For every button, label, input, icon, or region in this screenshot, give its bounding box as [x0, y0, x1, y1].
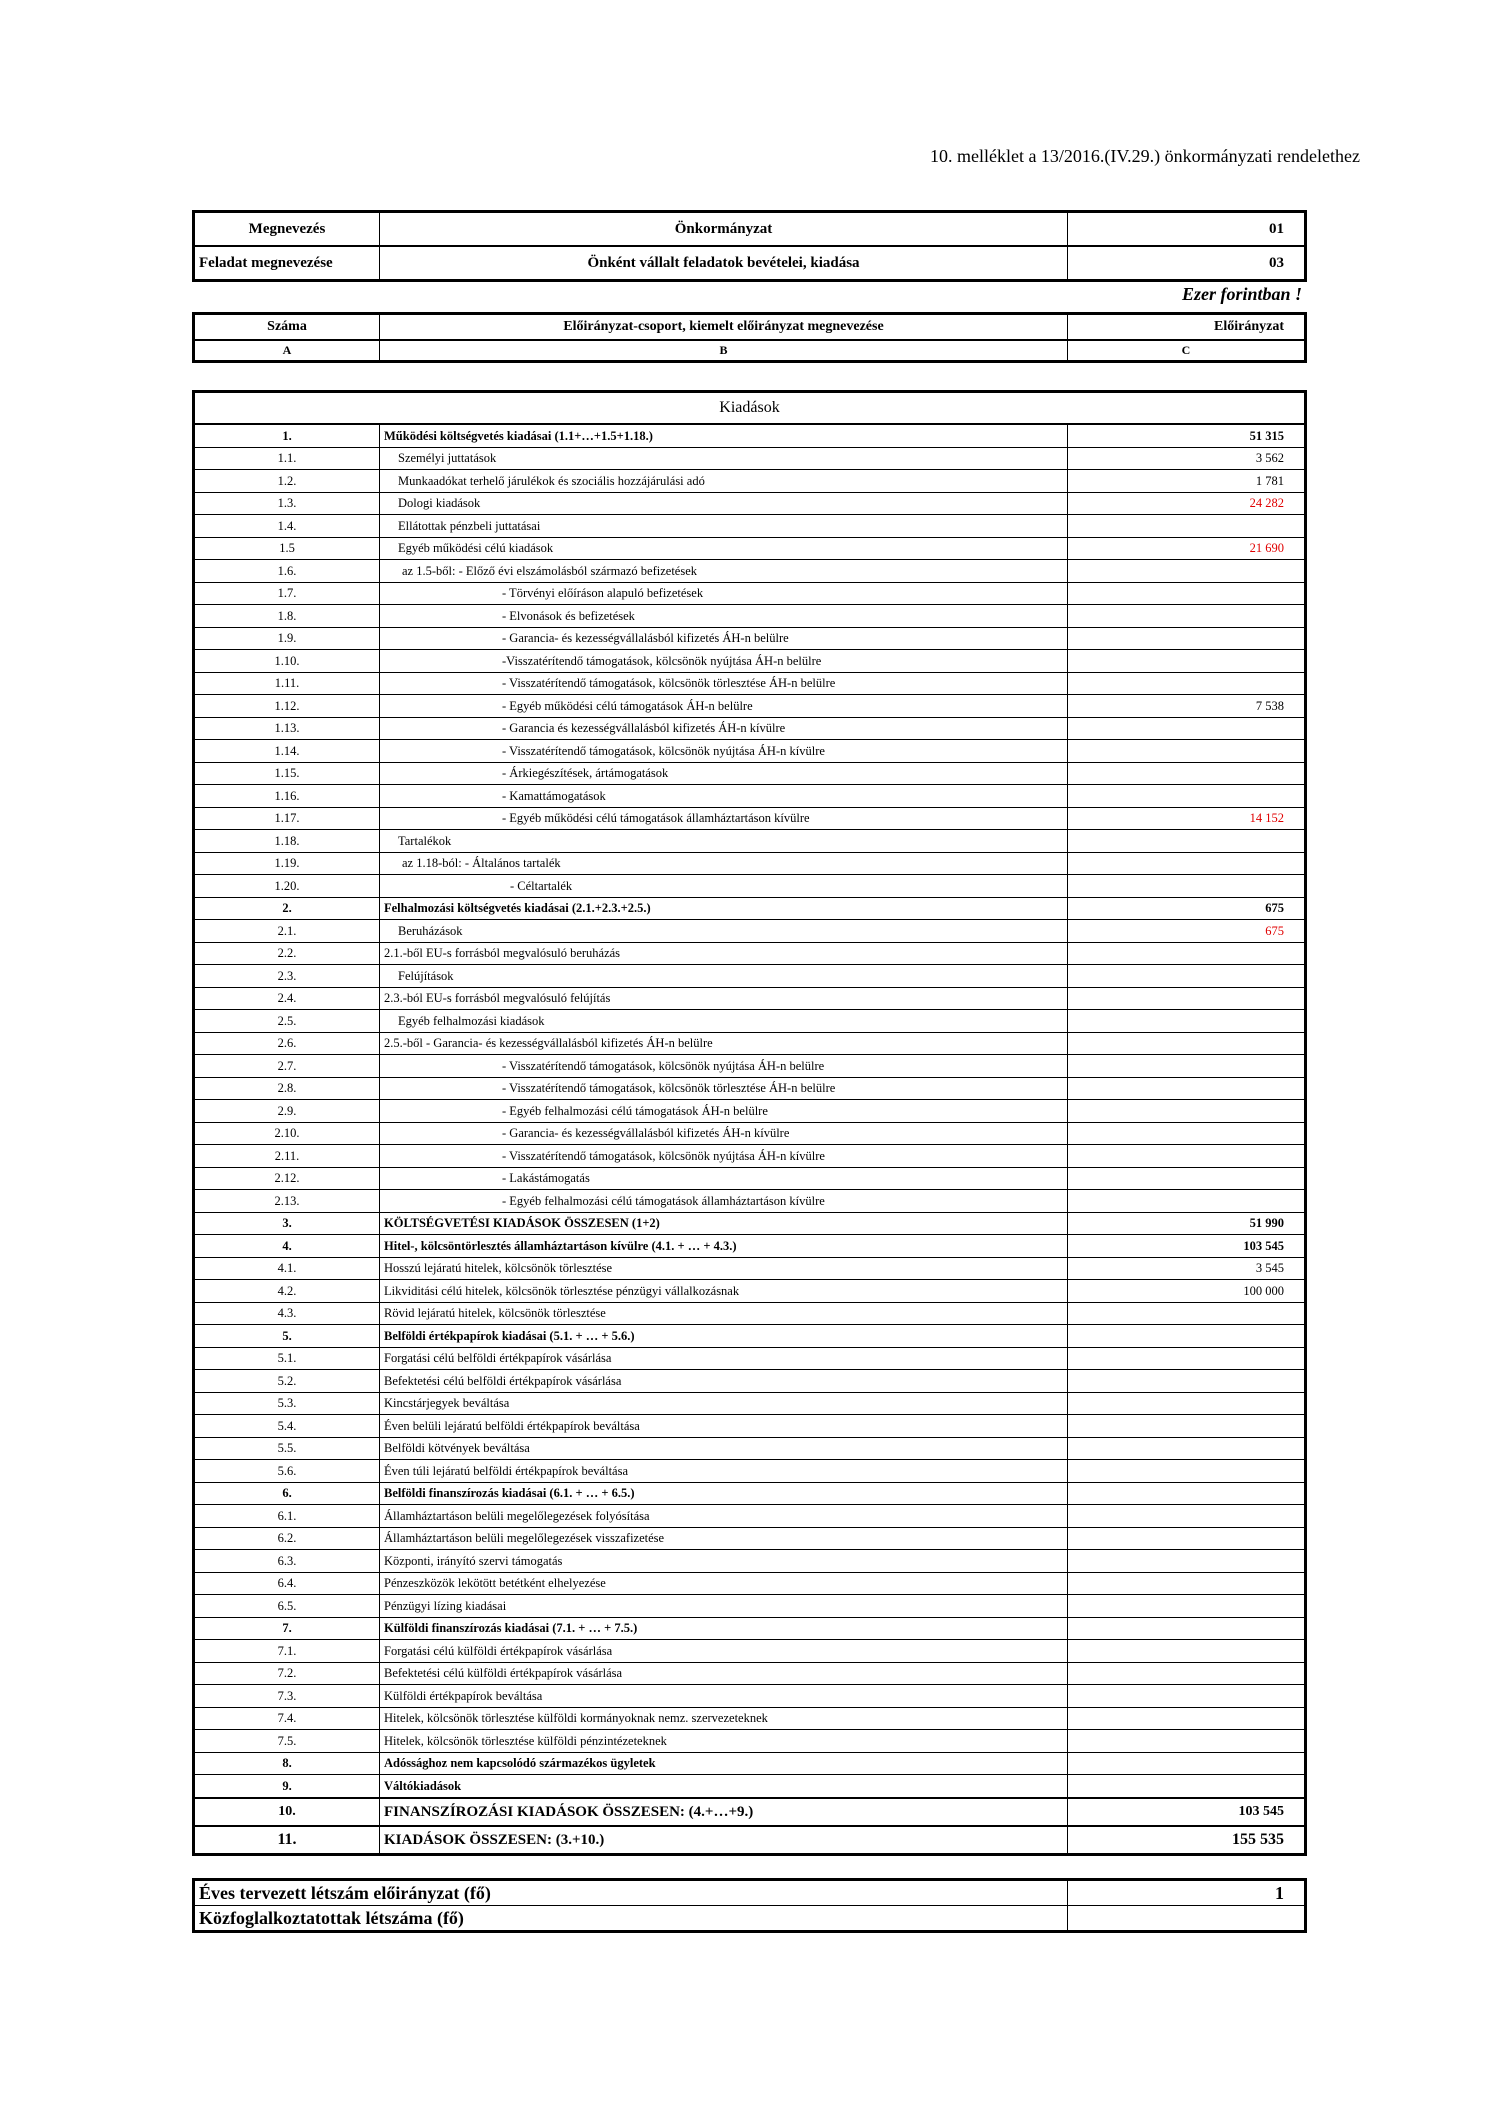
- row-number: 1.13.: [194, 717, 380, 740]
- table-row: [194, 492, 1306, 515]
- row-number: 2.9.: [194, 1100, 380, 1123]
- row-name: - Visszatérítendő támogatások, kölcsönök nyújtása ÁH-n belülre: [380, 1055, 1068, 1078]
- row-number: 1.19.: [194, 852, 380, 875]
- row-name: - Garancia és kezességvállalásból kifizetés ÁH-n kívülre: [380, 717, 1068, 740]
- row-name: - Egyéb felhalmozási célú támogatások államháztartáson kívülre: [380, 1190, 1068, 1213]
- row-number: 10.: [194, 1798, 380, 1826]
- table-row: [194, 424, 1306, 447]
- table-row: [194, 1640, 1306, 1663]
- row-name: 2.1.-ből EU-s forrásból megvalósuló beruházás: [380, 942, 1068, 965]
- row-name: Kincstárjegyek beváltása: [380, 1392, 1068, 1415]
- task-name: Önként vállalt feladatok bevételei, kiadása: [380, 246, 1068, 281]
- row-name: Tartalékok: [380, 830, 1068, 853]
- organization-code: 01: [1068, 212, 1306, 247]
- table-row: [194, 1145, 1306, 1168]
- row-value: [1068, 1437, 1306, 1460]
- row-value: [1068, 1010, 1306, 1033]
- row-number: 1.3.: [194, 492, 380, 515]
- row-name: Hitelek, kölcsönök törlesztése külföldi kormányoknak nemz. szervezeteknek: [380, 1707, 1068, 1730]
- row-value: [1068, 1370, 1306, 1393]
- row-number: 4.: [194, 1235, 380, 1258]
- table-row: [194, 650, 1306, 673]
- row-number: 2.7.: [194, 1055, 380, 1078]
- table-row: [194, 1775, 1306, 1798]
- row-value: [1068, 852, 1306, 875]
- row-value: 675: [1068, 897, 1306, 920]
- row-value: [1068, 1505, 1306, 1528]
- row-number: 4.1.: [194, 1257, 380, 1280]
- header-number: Száma: [194, 314, 380, 341]
- row-number: 2.3.: [194, 965, 380, 988]
- document-header: 10. melléklet a 13/2016.(IV.29.) önkormányzati rendelethez: [929, 146, 1360, 166]
- row-number: 1.17.: [194, 807, 380, 830]
- row-name: Belföldi értékpapírok kiadásai (5.1. + … + 5.6.): [380, 1325, 1068, 1348]
- row-number: 2.4.: [194, 987, 380, 1010]
- table-row: [194, 762, 1306, 785]
- row-value: [1068, 1302, 1306, 1325]
- row-value: [1068, 942, 1306, 965]
- row-name: Külföldi finanszírozás kiadásai (7.1. + … + 7.5.): [380, 1617, 1068, 1640]
- row-value: [1068, 1460, 1306, 1483]
- row-value: [1068, 1055, 1306, 1078]
- row-name: - Visszatérítendő támogatások, kölcsönök nyújtása ÁH-n kívülre: [380, 1145, 1068, 1168]
- table-row: [194, 1415, 1306, 1438]
- row-value: [1068, 1122, 1306, 1145]
- row-name: Váltókiadások: [380, 1775, 1068, 1798]
- table-row: [194, 1707, 1306, 1730]
- row-number: 1.2.: [194, 470, 380, 493]
- row-value: [1068, 1640, 1306, 1663]
- row-name: Hitel-, kölcsöntörlesztés államháztartáson kívülre (4.1. + … + 4.3.): [380, 1235, 1068, 1258]
- identification-row: [194, 212, 1306, 247]
- row-number: 1.8.: [194, 605, 380, 628]
- table-row: [194, 582, 1306, 605]
- table-row: [194, 807, 1306, 830]
- row-value: [1068, 672, 1306, 695]
- label-megnevezes: Megnevezés: [194, 212, 380, 247]
- header-name: Előirányzat-csoport, kiemelt előirányzat megnevezése: [380, 314, 1068, 341]
- row-value: [1068, 627, 1306, 650]
- letter-b: B: [380, 340, 1068, 362]
- table-row: [194, 1392, 1306, 1415]
- row-number: 1.10.: [194, 650, 380, 673]
- row-value: 24 282: [1068, 492, 1306, 515]
- row-name: - Visszatérítendő támogatások, kölcsönök nyújtása ÁH-n kívülre: [380, 740, 1068, 763]
- row-number: 2.10.: [194, 1122, 380, 1145]
- staff-public-work-label: Közfoglalkoztatottak létszáma (fő): [194, 1906, 1068, 1932]
- staff-planned-row: [194, 1880, 1306, 1906]
- row-value: [1068, 1190, 1306, 1213]
- table-row: [194, 1752, 1306, 1775]
- row-value: 675: [1068, 920, 1306, 943]
- row-value: [1068, 1325, 1306, 1348]
- table-row: [194, 560, 1306, 583]
- row-name: Befektetési célú belföldi értékpapírok vásárlása: [380, 1370, 1068, 1393]
- row-name: az 1.18-ból: - Általános tartalék: [380, 852, 1068, 875]
- row-name: Hosszú lejáratú hitelek, kölcsönök törlesztése: [380, 1257, 1068, 1280]
- row-name: Éven belüli lejáratú belföldi értékpapírok beváltása: [380, 1415, 1068, 1438]
- column-header-row: [194, 314, 1306, 341]
- row-value: [1068, 582, 1306, 605]
- row-name: 2.5.-ből - Garancia- és kezességvállalásból kifizetés ÁH-n belülre: [380, 1032, 1068, 1055]
- row-value: 155 535: [1068, 1826, 1306, 1855]
- section-title: Kiadások: [194, 392, 1306, 425]
- row-number: 7.3.: [194, 1685, 380, 1708]
- letter-c: C: [1068, 340, 1306, 362]
- row-number: 5.: [194, 1325, 380, 1348]
- row-value: [1068, 515, 1306, 538]
- row-name: Forgatási célú belföldi értékpapírok vásárlása: [380, 1347, 1068, 1370]
- row-number: 5.5.: [194, 1437, 380, 1460]
- row-number: 1.11.: [194, 672, 380, 695]
- row-number: 2.13.: [194, 1190, 380, 1213]
- row-value: 21 690: [1068, 537, 1306, 560]
- row-value: [1068, 1145, 1306, 1168]
- table-row: [194, 717, 1306, 740]
- row-number: 6.4.: [194, 1572, 380, 1595]
- header-value: Előirányzat: [1068, 314, 1306, 341]
- row-number: 1.18.: [194, 830, 380, 853]
- table-row: [194, 987, 1306, 1010]
- table-row: [194, 1572, 1306, 1595]
- row-name: Rövid lejáratú hitelek, kölcsönök törlesztése: [380, 1302, 1068, 1325]
- row-number: 2.12.: [194, 1167, 380, 1190]
- row-value: [1068, 830, 1306, 853]
- table-row: [194, 852, 1306, 875]
- row-number: 1.9.: [194, 627, 380, 650]
- row-value: [1068, 762, 1306, 785]
- row-number: 2.5.: [194, 1010, 380, 1033]
- table-row: [194, 1302, 1306, 1325]
- row-name: - Visszatérítendő támogatások, kölcsönök törlesztése ÁH-n belülre: [380, 672, 1068, 695]
- table-row: [194, 785, 1306, 808]
- table-row: [194, 515, 1306, 538]
- row-value: 103 545: [1068, 1235, 1306, 1258]
- row-name: Éven túli lejáratú belföldi értékpapírok beváltása: [380, 1460, 1068, 1483]
- row-name: - Árkiegészítések, ártámogatások: [380, 762, 1068, 785]
- row-number: 7.2.: [194, 1662, 380, 1685]
- table-row: [194, 1167, 1306, 1190]
- table-row: [194, 920, 1306, 943]
- row-value: [1068, 1595, 1306, 1618]
- staff-public-work-value: [1068, 1906, 1306, 1932]
- row-name: Egyéb működési célú kiadások: [380, 537, 1068, 560]
- table-row: [194, 605, 1306, 628]
- row-value: [1068, 1032, 1306, 1055]
- row-value: [1068, 1347, 1306, 1370]
- unit-note: Ezer forintban !: [1181, 284, 1302, 304]
- table-row: [194, 1010, 1306, 1033]
- row-number: 1.12.: [194, 695, 380, 718]
- row-number: 5.2.: [194, 1370, 380, 1393]
- row-value: 51 990: [1068, 1212, 1306, 1235]
- row-value: [1068, 1415, 1306, 1438]
- row-number: 1.6.: [194, 560, 380, 583]
- table-row: [194, 1077, 1306, 1100]
- row-value: 51 315: [1068, 424, 1306, 447]
- row-number: 2.8.: [194, 1077, 380, 1100]
- row-number: 4.2.: [194, 1280, 380, 1303]
- row-name: Befektetési célú külföldi értékpapírok vásárlása: [380, 1662, 1068, 1685]
- table-row: [194, 1055, 1306, 1078]
- row-value: [1068, 1392, 1306, 1415]
- row-name: - Egyéb működési célú támogatások államháztartáson kívülre: [380, 807, 1068, 830]
- table-row: [194, 1730, 1306, 1753]
- row-value: [1068, 1707, 1306, 1730]
- row-name: KIADÁSOK ÖSSZESEN: (3.+10.): [380, 1826, 1068, 1855]
- row-value: 1 781: [1068, 470, 1306, 493]
- row-number: 1.16.: [194, 785, 380, 808]
- row-name: Adóssághoz nem kapcsolódó származékos ügyletek: [380, 1752, 1068, 1775]
- row-name: Beruházások: [380, 920, 1068, 943]
- section-title-row: [194, 392, 1306, 425]
- row-name: FINANSZÍROZÁSI KIADÁSOK ÖSSZESEN: (4.+…+9.): [380, 1798, 1068, 1826]
- table-row: [194, 875, 1306, 898]
- row-name: Működési költségvetés kiadásai (1.1+…+1.5+1.18.): [380, 424, 1068, 447]
- row-name: 2.3.-ból EU-s forrásból megvalósuló felújítás: [380, 987, 1068, 1010]
- row-number: 9.: [194, 1775, 380, 1798]
- table-row: [194, 830, 1306, 853]
- row-number: 1.14.: [194, 740, 380, 763]
- row-value: [1068, 1100, 1306, 1123]
- row-number: 1.20.: [194, 875, 380, 898]
- row-name: - Elvonások és befizetések: [380, 605, 1068, 628]
- row-value: 3 545: [1068, 1257, 1306, 1280]
- table-row: [194, 1437, 1306, 1460]
- row-value: [1068, 1662, 1306, 1685]
- row-name: - Egyéb felhalmozási célú támogatások ÁH-n belülre: [380, 1100, 1068, 1123]
- table-row: [194, 1685, 1306, 1708]
- row-name: Külföldi értékpapírok beváltása: [380, 1685, 1068, 1708]
- row-value: 100 000: [1068, 1280, 1306, 1303]
- row-number: 7.1.: [194, 1640, 380, 1663]
- row-value: [1068, 1167, 1306, 1190]
- table-row: [194, 1595, 1306, 1618]
- letter-a: A: [194, 340, 380, 362]
- row-number: 1.7.: [194, 582, 380, 605]
- row-number: 1.4.: [194, 515, 380, 538]
- row-value: [1068, 1685, 1306, 1708]
- table-row: [194, 1325, 1306, 1348]
- row-number: 2.2.: [194, 942, 380, 965]
- table-row: [194, 942, 1306, 965]
- label-feladat: Feladat megnevezése: [194, 246, 380, 281]
- staff-planned-label: Éves tervezett létszám előirányzat (fő): [194, 1880, 1068, 1906]
- table-row: [194, 1122, 1306, 1145]
- row-number: 2.1.: [194, 920, 380, 943]
- table-row: [194, 897, 1306, 920]
- identification-table: [192, 210, 1307, 282]
- row-number: 11.: [194, 1826, 380, 1855]
- row-value: [1068, 717, 1306, 740]
- table-row: [194, 1527, 1306, 1550]
- table-row: [194, 1235, 1306, 1258]
- row-name: Likviditási célú hitelek, kölcsönök törlesztése pénzügyi vállalkozásnak: [380, 1280, 1068, 1303]
- row-name: az 1.5-ből: - Előző évi elszámolásból származó befizetések: [380, 560, 1068, 583]
- row-number: 3.: [194, 1212, 380, 1235]
- row-name: - Garancia- és kezességvállalásból kifizetés ÁH-n kívülre: [380, 1122, 1068, 1145]
- row-name: - Garancia- és kezességvállalásból kifizetés ÁH-n belülre: [380, 627, 1068, 650]
- row-value: [1068, 1775, 1306, 1798]
- row-name: - Kamattámogatások: [380, 785, 1068, 808]
- table-row: [194, 1482, 1306, 1505]
- table-row: [194, 1257, 1306, 1280]
- row-number: 1.1.: [194, 447, 380, 470]
- staff-public-work-row: [194, 1906, 1306, 1932]
- column-header-table: [192, 312, 1307, 363]
- table-row: [194, 1370, 1306, 1393]
- organization-name: Önkormányzat: [380, 212, 1068, 247]
- task-row: [194, 246, 1306, 281]
- row-name: Pénzügyi lízing kiadásai: [380, 1595, 1068, 1618]
- table-row: [194, 1662, 1306, 1685]
- staff-planned-value: 1: [1068, 1880, 1306, 1906]
- table-row: [194, 1617, 1306, 1640]
- row-value: [1068, 1617, 1306, 1640]
- row-value: [1068, 650, 1306, 673]
- row-number: 7.4.: [194, 1707, 380, 1730]
- row-value: 14 152: [1068, 807, 1306, 830]
- row-name: - Céltartalék: [380, 875, 1068, 898]
- row-name: Pénzeszközök lekötött betétként elhelyezése: [380, 1572, 1068, 1595]
- row-number: 4.3.: [194, 1302, 380, 1325]
- row-number: 1.15.: [194, 762, 380, 785]
- row-value: [1068, 740, 1306, 763]
- row-value: [1068, 875, 1306, 898]
- table-row: [194, 1190, 1306, 1213]
- table-row: [194, 470, 1306, 493]
- row-value: 7 538: [1068, 695, 1306, 718]
- table-row: [194, 1347, 1306, 1370]
- row-number: 1.: [194, 424, 380, 447]
- row-name: - Egyéb működési célú támogatások ÁH-n belülre: [380, 695, 1068, 718]
- row-name: Hitelek, kölcsönök törlesztése külföldi pénzintézeteknek: [380, 1730, 1068, 1753]
- row-name: Forgatási célú külföldi értékpapírok vásárlása: [380, 1640, 1068, 1663]
- row-name: Felújítások: [380, 965, 1068, 988]
- table-row: [194, 1550, 1306, 1573]
- row-number: 1.5: [194, 537, 380, 560]
- table-row: [194, 740, 1306, 763]
- row-value: [1068, 1752, 1306, 1775]
- row-name: Központi, irányító szervi támogatás: [380, 1550, 1068, 1573]
- row-number: 6.3.: [194, 1550, 380, 1573]
- row-value: 3 562: [1068, 447, 1306, 470]
- row-name: KÖLTSÉGVETÉSI KIADÁSOK ÖSSZESEN (1+2): [380, 1212, 1068, 1235]
- row-name: Dologi kiadások: [380, 492, 1068, 515]
- column-letter-row: [194, 340, 1306, 362]
- row-number: 6.5.: [194, 1595, 380, 1618]
- row-name: Egyéb felhalmozási kiadások: [380, 1010, 1068, 1033]
- table-row: [194, 1826, 1306, 1855]
- row-name: - Lakástámogatás: [380, 1167, 1068, 1190]
- row-number: 7.: [194, 1617, 380, 1640]
- table-row: [194, 447, 1306, 470]
- row-name: Felhalmozási költségvetés kiadásai (2.1.+2.3.+2.5.): [380, 897, 1068, 920]
- row-name: Belföldi kötvények beváltása: [380, 1437, 1068, 1460]
- row-number: 7.5.: [194, 1730, 380, 1753]
- row-number: 8.: [194, 1752, 380, 1775]
- row-number: 2.6.: [194, 1032, 380, 1055]
- row-value: [1068, 1550, 1306, 1573]
- table-row: [194, 1032, 1306, 1055]
- row-name: Államháztartáson belüli megelőlegezések folyósítása: [380, 1505, 1068, 1528]
- task-code: 03: [1068, 246, 1306, 281]
- row-name: -Visszatérítendő támogatások, kölcsönök nyújtása ÁH-n belülre: [380, 650, 1068, 673]
- table-row: [194, 695, 1306, 718]
- row-name: - Törvényi előíráson alapuló befizetések: [380, 582, 1068, 605]
- row-value: [1068, 560, 1306, 583]
- table-row: [194, 1798, 1306, 1826]
- row-value: 103 545: [1068, 1798, 1306, 1826]
- row-value: [1068, 1730, 1306, 1753]
- table-row: [194, 1460, 1306, 1483]
- table-row: [194, 965, 1306, 988]
- row-number: 2.11.: [194, 1145, 380, 1168]
- row-number: 2.: [194, 897, 380, 920]
- row-number: 6.2.: [194, 1527, 380, 1550]
- table-row: [194, 1505, 1306, 1528]
- row-value: [1068, 965, 1306, 988]
- row-number: 5.3.: [194, 1392, 380, 1415]
- row-name: Belföldi finanszírozás kiadásai (6.1. + … + 6.5.): [380, 1482, 1068, 1505]
- row-number: 5.4.: [194, 1415, 380, 1438]
- row-name: Államháztartáson belüli megelőlegezések visszafizetése: [380, 1527, 1068, 1550]
- row-value: [1068, 987, 1306, 1010]
- expenses-table: [192, 390, 1307, 1856]
- table-row: [194, 672, 1306, 695]
- row-value: [1068, 1572, 1306, 1595]
- row-number: 6.: [194, 1482, 380, 1505]
- row-value: [1068, 1482, 1306, 1505]
- row-number: 5.1.: [194, 1347, 380, 1370]
- expense-rows: [194, 424, 1306, 1854]
- table-row: [194, 537, 1306, 560]
- row-name: Személyi juttatások: [380, 447, 1068, 470]
- table-row: [194, 1212, 1306, 1235]
- row-value: [1068, 605, 1306, 628]
- staff-table: [192, 1878, 1307, 1933]
- row-value: [1068, 1527, 1306, 1550]
- row-number: 5.6.: [194, 1460, 380, 1483]
- row-name: Ellátottak pénzbeli juttatásai: [380, 515, 1068, 538]
- row-value: [1068, 1077, 1306, 1100]
- row-number: 6.1.: [194, 1505, 380, 1528]
- table-row: [194, 627, 1306, 650]
- table-row: [194, 1280, 1306, 1303]
- row-name: - Visszatérítendő támogatások, kölcsönök törlesztése ÁH-n belülre: [380, 1077, 1068, 1100]
- row-value: [1068, 785, 1306, 808]
- row-name: Munkaadókat terhelő járulékok és szociális hozzájárulási adó: [380, 470, 1068, 493]
- table-row: [194, 1100, 1306, 1123]
